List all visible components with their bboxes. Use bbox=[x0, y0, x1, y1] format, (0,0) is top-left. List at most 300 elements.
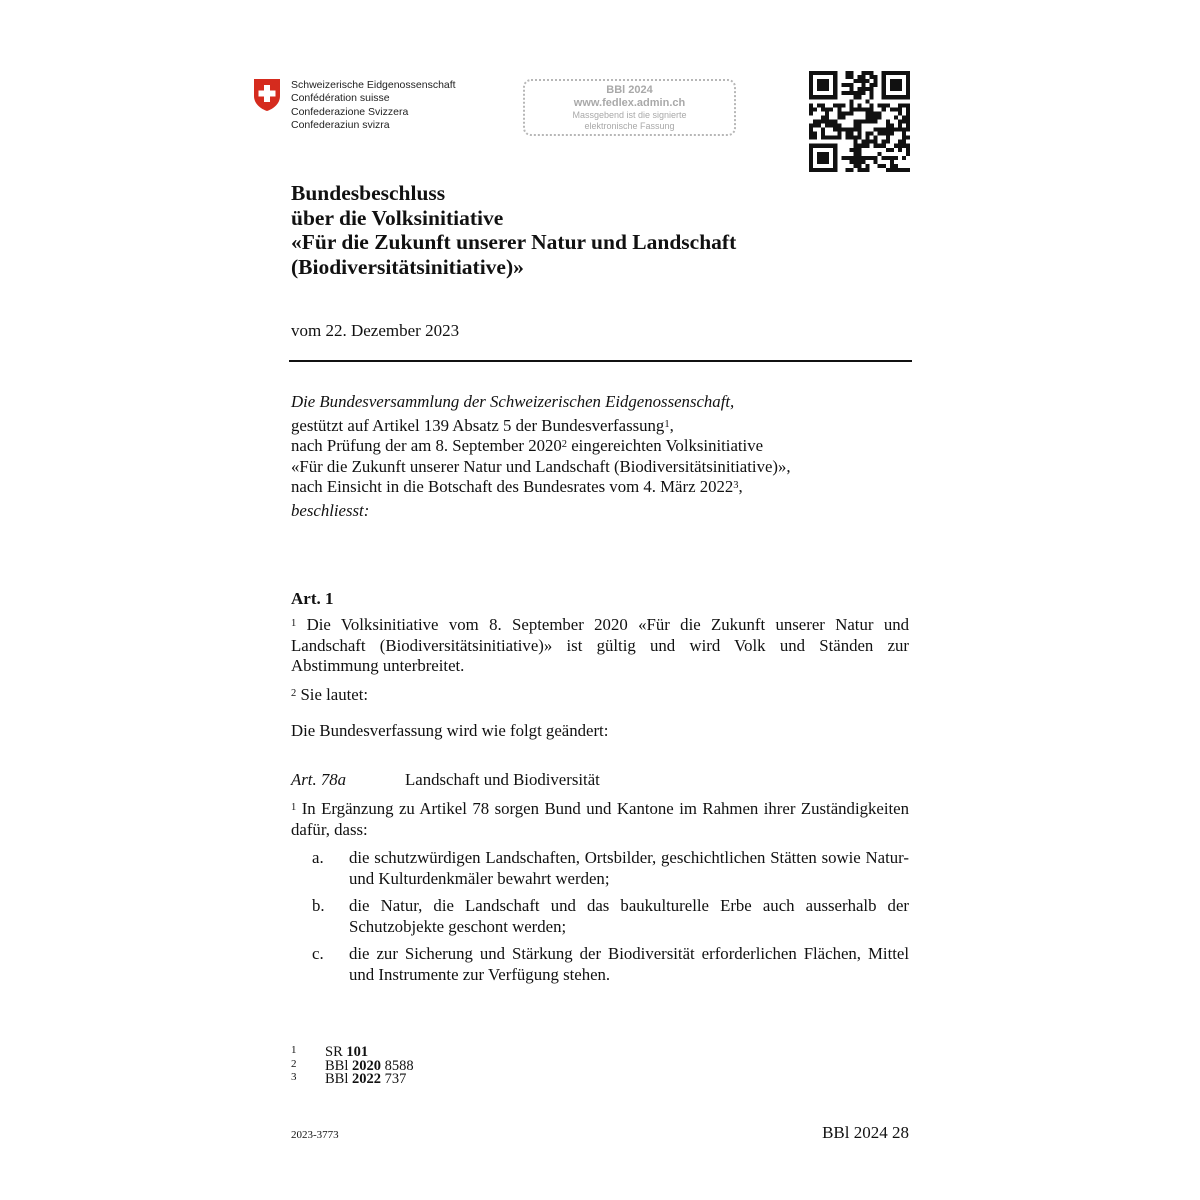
preamble-authority: Die Bundesversammlung der Schweizerischen Eidgenossenschaft, bbox=[291, 392, 735, 411]
qr-module bbox=[870, 156, 874, 160]
qr-module bbox=[898, 144, 902, 148]
qr-module bbox=[862, 156, 866, 160]
qr-module bbox=[862, 107, 866, 111]
qr-module bbox=[817, 87, 821, 91]
qr-module bbox=[902, 95, 906, 99]
qr-module bbox=[882, 164, 886, 168]
qr-module bbox=[866, 71, 870, 75]
qr-module bbox=[809, 83, 813, 87]
qr-module bbox=[853, 91, 857, 95]
qr-module bbox=[902, 119, 906, 123]
qr-module bbox=[890, 83, 894, 87]
qr-module bbox=[886, 136, 890, 140]
qr-module bbox=[821, 107, 825, 111]
confederation-names bbox=[291, 78, 456, 133]
qr-module bbox=[825, 136, 829, 140]
qr-module bbox=[841, 83, 845, 87]
qr-module bbox=[874, 83, 878, 87]
qr-module bbox=[906, 75, 910, 79]
qr-module bbox=[821, 83, 825, 87]
qr-module bbox=[817, 83, 821, 87]
qr-module bbox=[813, 168, 817, 172]
qr-module bbox=[906, 128, 910, 132]
confed-name-rm: Confederaziun svizra bbox=[291, 119, 390, 132]
qr-module bbox=[829, 119, 833, 123]
qr-module bbox=[906, 79, 910, 83]
qr-module bbox=[902, 168, 906, 172]
qr-module bbox=[817, 119, 821, 123]
preamble-resolves: beschliesst: bbox=[291, 500, 370, 520]
qr-module bbox=[821, 71, 825, 75]
qr-module bbox=[857, 148, 861, 152]
qr-module bbox=[853, 124, 857, 128]
qr-module bbox=[821, 144, 825, 148]
qr-module bbox=[870, 75, 874, 79]
qr-module bbox=[890, 128, 894, 132]
qr-module bbox=[857, 128, 861, 132]
qr-module bbox=[894, 87, 898, 91]
qr-module bbox=[866, 136, 870, 140]
qr-module bbox=[882, 144, 886, 148]
qr-module bbox=[898, 87, 902, 91]
qr-module bbox=[874, 119, 878, 123]
qr-module bbox=[898, 107, 902, 111]
qr-module bbox=[853, 107, 857, 111]
article-78a-number: Art. 78a bbox=[291, 770, 347, 789]
title-line-1: Bundesbeschluss bbox=[291, 181, 446, 205]
qr-module bbox=[894, 128, 898, 132]
qr-module bbox=[882, 128, 886, 132]
qr-module bbox=[821, 156, 825, 160]
qr-module bbox=[894, 71, 898, 75]
qr-module bbox=[866, 144, 870, 148]
qr-module bbox=[817, 103, 821, 107]
qr-module bbox=[817, 144, 821, 148]
qr-module bbox=[853, 119, 857, 123]
qr-module bbox=[833, 119, 837, 123]
qr-module bbox=[906, 103, 910, 107]
qr-module bbox=[902, 103, 906, 107]
qr-module bbox=[886, 95, 890, 99]
qr-module bbox=[894, 168, 898, 172]
qr-module bbox=[825, 168, 829, 172]
qr-module bbox=[837, 132, 841, 136]
qr-module bbox=[829, 71, 833, 75]
qr-module bbox=[878, 111, 882, 115]
qr-module bbox=[809, 160, 813, 164]
qr-module bbox=[866, 168, 870, 172]
qr-module bbox=[906, 83, 910, 87]
qr-module bbox=[853, 144, 857, 148]
qr-module bbox=[886, 148, 890, 152]
qr-module bbox=[898, 111, 902, 115]
qr-module bbox=[857, 87, 861, 91]
qr-module bbox=[817, 124, 821, 128]
qr-module bbox=[906, 87, 910, 91]
qr-module bbox=[862, 168, 866, 172]
amendment-intro: Die Bundesverfassung wird wie folgt geändert: bbox=[291, 721, 609, 740]
qr-module bbox=[862, 144, 866, 148]
qr-module bbox=[878, 128, 882, 132]
qr-module bbox=[857, 103, 861, 107]
qr-module bbox=[841, 111, 845, 115]
preamble-line-3: «Für die Zukunft unserer Natur und Landschaft (Biodiversitätsinitiative)», bbox=[291, 456, 791, 476]
qr-module bbox=[862, 71, 866, 75]
qr-module bbox=[825, 111, 829, 115]
qr-module bbox=[906, 111, 910, 115]
qr-module bbox=[906, 119, 910, 123]
qr-module bbox=[862, 119, 866, 123]
qr-module bbox=[809, 95, 813, 99]
qr-module bbox=[874, 156, 878, 160]
qr-module bbox=[849, 132, 853, 136]
qr-module bbox=[833, 144, 837, 148]
qr-module bbox=[813, 136, 817, 140]
qr-module bbox=[821, 79, 825, 83]
qr-module bbox=[853, 160, 857, 164]
qr-module bbox=[817, 95, 821, 99]
qr-module bbox=[886, 132, 890, 136]
qr-module bbox=[841, 156, 845, 160]
qr-module bbox=[813, 132, 817, 136]
qr-module bbox=[874, 128, 878, 132]
qr-module bbox=[882, 87, 886, 91]
qr-module bbox=[874, 111, 878, 115]
qr-module bbox=[898, 103, 902, 107]
list-item-label: a. bbox=[312, 848, 324, 867]
qr-module bbox=[898, 168, 902, 172]
list-item-text: die schutzwürdigen Landschaften, Ortsbilder, geschichtlichen Stätten sowie Natur- und Kulturdenkmäler bewahrt werden; bbox=[349, 848, 909, 888]
qr-module bbox=[853, 140, 857, 144]
qr-module bbox=[833, 71, 837, 75]
qr-module bbox=[845, 168, 849, 172]
qr-module bbox=[882, 95, 886, 99]
qr-module bbox=[906, 95, 910, 99]
qr-module bbox=[857, 156, 861, 160]
qr-module bbox=[845, 156, 849, 160]
qr-module bbox=[902, 140, 906, 144]
qr-module bbox=[821, 103, 825, 107]
qr-module bbox=[833, 87, 837, 91]
qr-module bbox=[882, 107, 886, 111]
qr-module bbox=[894, 156, 898, 160]
qr-module bbox=[829, 95, 833, 99]
qr-module bbox=[894, 115, 898, 119]
qr-module bbox=[870, 103, 874, 107]
qr-module bbox=[870, 71, 874, 75]
qr-module bbox=[874, 136, 878, 140]
qr-module bbox=[870, 119, 874, 123]
qr-module bbox=[857, 124, 861, 128]
qr-module bbox=[857, 75, 861, 79]
qr-module bbox=[833, 103, 837, 107]
qr-module bbox=[813, 144, 817, 148]
qr-module bbox=[825, 152, 829, 156]
preamble-line-2: nach Prüfung der am 8. September 2020$^2$ eingereichten Volksinitiative bbox=[291, 436, 764, 456]
qr-module bbox=[862, 75, 866, 79]
qr-module bbox=[857, 95, 861, 99]
qr-module bbox=[845, 132, 849, 136]
footnote-ref-3[interactable]: 3 bbox=[733, 480, 739, 492]
qr-module bbox=[862, 79, 866, 83]
qr-module bbox=[878, 164, 882, 168]
qr-module bbox=[849, 91, 853, 95]
qr-module bbox=[898, 79, 902, 83]
qr-module bbox=[890, 160, 894, 164]
qr-module bbox=[845, 136, 849, 140]
list-item-text: die zur Sicherung und Stärkung der Biodiversität erforderlichen Flächen, Mittel und Instrumente zur Verfügung stehen. bbox=[349, 944, 909, 984]
qr-module bbox=[809, 71, 813, 75]
qr-module bbox=[857, 136, 861, 140]
qr-module bbox=[825, 87, 829, 91]
qr-module bbox=[837, 103, 841, 107]
list-item-label: b. bbox=[312, 896, 325, 915]
qr-module bbox=[857, 152, 861, 156]
qr-module bbox=[849, 148, 853, 152]
qr-module bbox=[890, 95, 894, 99]
qr-module bbox=[866, 156, 870, 160]
qr-module bbox=[809, 79, 813, 83]
qr-module bbox=[870, 91, 874, 95]
qr-module bbox=[853, 79, 857, 83]
qr-module bbox=[829, 168, 833, 172]
qr-module bbox=[809, 87, 813, 91]
article-78a-paragraph-1: $^1$ In Ergänzung zu Artikel 78 sorgen Bund und Kantone im Rahmen ihrer Zuständigkeiten dafür, dass: bbox=[291, 799, 909, 839]
qr-module bbox=[809, 152, 813, 156]
qr-module bbox=[874, 75, 878, 79]
qr-module bbox=[857, 91, 861, 95]
qr-module bbox=[882, 71, 886, 75]
qr-module bbox=[809, 168, 813, 172]
footnote-ref-1[interactable]: 1 bbox=[664, 418, 670, 430]
page-reference: BBl 2024 28 bbox=[822, 1123, 909, 1142]
qr-module bbox=[833, 164, 837, 168]
qr-module bbox=[833, 168, 837, 172]
qr-module bbox=[821, 115, 825, 119]
qr-module bbox=[821, 119, 825, 123]
qr-module bbox=[857, 144, 861, 148]
qr-module bbox=[853, 152, 857, 156]
qr-code-icon bbox=[809, 71, 910, 172]
qr-module bbox=[882, 132, 886, 136]
qr-module bbox=[833, 136, 837, 140]
qr-module bbox=[853, 156, 857, 160]
qr-module bbox=[890, 71, 894, 75]
qr-module bbox=[817, 168, 821, 172]
qr-module bbox=[866, 111, 870, 115]
qr-module bbox=[833, 91, 837, 95]
qr-module bbox=[870, 107, 874, 111]
qr-module bbox=[890, 87, 894, 91]
article-1-paragraph-1: $^1$ Die Volksinitiative vom 8. September 2020 «Für die Zukunft unserer Natur und Landschaft (Biodiversitätsinitiative)» ist gültig und wird Volk und Ständen zur Abstimmung unterbreitet. bbox=[291, 615, 909, 676]
qr-module bbox=[878, 144, 882, 148]
article-1-heading: Art. 1 bbox=[291, 589, 334, 608]
title-divider bbox=[289, 360, 912, 362]
qr-module bbox=[866, 164, 870, 168]
qr-module bbox=[825, 71, 829, 75]
qr-module bbox=[898, 83, 902, 87]
qr-module bbox=[849, 128, 853, 132]
qr-module bbox=[894, 83, 898, 87]
qr-module bbox=[874, 79, 878, 83]
qr-module bbox=[870, 83, 874, 87]
qr-module bbox=[821, 128, 825, 132]
qr-module bbox=[825, 156, 829, 160]
qr-module bbox=[825, 79, 829, 83]
document-number: 2023-3773 bbox=[291, 1129, 339, 1141]
qr-module bbox=[886, 119, 890, 123]
qr-module bbox=[837, 111, 841, 115]
qr-module bbox=[886, 168, 890, 172]
qr-module bbox=[809, 111, 813, 115]
article-1-paragraph-2: $^2$ Sie lautet: bbox=[291, 685, 369, 704]
qr-module bbox=[882, 79, 886, 83]
qr-module bbox=[902, 156, 906, 160]
qr-module bbox=[902, 71, 906, 75]
qr-module bbox=[809, 132, 813, 136]
qr-module bbox=[825, 95, 829, 99]
qr-module bbox=[821, 132, 825, 136]
qr-module bbox=[906, 136, 910, 140]
qr-module bbox=[813, 107, 817, 111]
decree-date: vom 22. Dezember 2023 bbox=[291, 321, 460, 340]
qr-module bbox=[829, 124, 833, 128]
title-line-4: (Biodiversitätsinitiative)» bbox=[291, 254, 524, 279]
qr-module bbox=[821, 152, 825, 156]
qr-module bbox=[833, 156, 837, 160]
qr-module bbox=[849, 103, 853, 107]
qr-module bbox=[833, 83, 837, 87]
qr-module bbox=[821, 160, 825, 164]
qr-module bbox=[870, 111, 874, 115]
qr-module bbox=[857, 160, 861, 164]
qr-module bbox=[821, 95, 825, 99]
qr-module bbox=[809, 128, 813, 132]
qr-module bbox=[906, 168, 910, 172]
qr-module bbox=[837, 128, 841, 132]
qr-module bbox=[874, 115, 878, 119]
title-line-3: «Für die Zukunft unserer Natur und Landschaft bbox=[291, 230, 737, 255]
qr-module bbox=[857, 168, 861, 172]
qr-module bbox=[825, 124, 829, 128]
footnote-ref-2[interactable]: 2 bbox=[561, 439, 568, 451]
qr-module bbox=[853, 148, 857, 152]
list-item-label: c. bbox=[312, 944, 324, 963]
qr-module bbox=[894, 164, 898, 168]
qr-module bbox=[833, 152, 837, 156]
qr-module bbox=[866, 87, 870, 91]
qr-module bbox=[809, 91, 813, 95]
qr-module bbox=[898, 71, 902, 75]
qr-module bbox=[833, 160, 837, 164]
qr-module bbox=[898, 124, 902, 128]
qr-module bbox=[817, 79, 821, 83]
qr-module bbox=[866, 107, 870, 111]
list-item-text: die Natur, die Landschaft und das baukulturelle Erbe auch ausserhalb der Schutzobjekte geschont werden; bbox=[349, 896, 909, 936]
qr-module bbox=[906, 124, 910, 128]
qr-module bbox=[833, 79, 837, 83]
qr-module bbox=[817, 71, 821, 75]
qr-module bbox=[870, 115, 874, 119]
qr-module bbox=[825, 107, 829, 111]
qr-module bbox=[894, 107, 898, 111]
qr-module bbox=[902, 136, 906, 140]
qr-module bbox=[825, 160, 829, 164]
qr-module bbox=[886, 140, 890, 144]
qr-module bbox=[829, 144, 833, 148]
qr-module bbox=[809, 136, 813, 140]
qr-module bbox=[894, 144, 898, 148]
qr-module bbox=[853, 95, 857, 99]
stamp-line-3: Massgebend ist die signierte bbox=[572, 110, 687, 120]
qr-module bbox=[809, 156, 813, 160]
qr-module bbox=[874, 160, 878, 164]
qr-module bbox=[906, 152, 910, 156]
qr-module bbox=[866, 140, 870, 144]
qr-module bbox=[857, 132, 861, 136]
qr-module bbox=[817, 156, 821, 160]
qr-module bbox=[849, 71, 853, 75]
qr-module bbox=[853, 164, 857, 168]
qr-module bbox=[833, 75, 837, 79]
qr-module bbox=[833, 124, 837, 128]
qr-module bbox=[809, 164, 813, 168]
qr-module bbox=[825, 115, 829, 119]
qr-module bbox=[813, 71, 817, 75]
qr-module bbox=[870, 140, 874, 144]
qr-module bbox=[894, 79, 898, 83]
qr-module bbox=[841, 128, 845, 132]
qr-module bbox=[898, 140, 902, 144]
qr-module bbox=[813, 95, 817, 99]
qr-module bbox=[862, 91, 866, 95]
list-item bbox=[312, 944, 909, 985]
qr-module bbox=[866, 79, 870, 83]
qr-module bbox=[862, 140, 866, 144]
qr-module bbox=[817, 160, 821, 164]
qr-module bbox=[837, 115, 841, 119]
qr-module bbox=[866, 132, 870, 136]
qr-module bbox=[809, 124, 813, 128]
qr-module bbox=[882, 103, 886, 107]
qr-module bbox=[882, 75, 886, 79]
official-version-stamp bbox=[523, 79, 736, 136]
document-title bbox=[291, 181, 931, 279]
qr-module bbox=[902, 132, 906, 136]
qr-module bbox=[857, 107, 861, 111]
qr-module bbox=[821, 168, 825, 172]
preamble-line-4: nach Einsicht in die Botschaft des Bundesrates vom 4. März 2022$^3$, bbox=[291, 477, 743, 497]
qr-module bbox=[849, 136, 853, 140]
qr-module bbox=[886, 156, 890, 160]
qr-module bbox=[833, 95, 837, 99]
qr-module bbox=[890, 156, 894, 160]
qr-module bbox=[890, 124, 894, 128]
qr-module bbox=[841, 91, 845, 95]
qr-module bbox=[886, 124, 890, 128]
qr-module bbox=[898, 128, 902, 132]
qr-module bbox=[866, 99, 870, 103]
qr-module bbox=[837, 124, 841, 128]
qr-module bbox=[857, 164, 861, 168]
confederation-logo bbox=[253, 78, 456, 133]
qr-module bbox=[817, 152, 821, 156]
qr-module bbox=[829, 107, 833, 111]
qr-module bbox=[890, 168, 894, 172]
qr-module bbox=[845, 75, 849, 79]
qr-module bbox=[882, 83, 886, 87]
qr-module bbox=[886, 128, 890, 132]
